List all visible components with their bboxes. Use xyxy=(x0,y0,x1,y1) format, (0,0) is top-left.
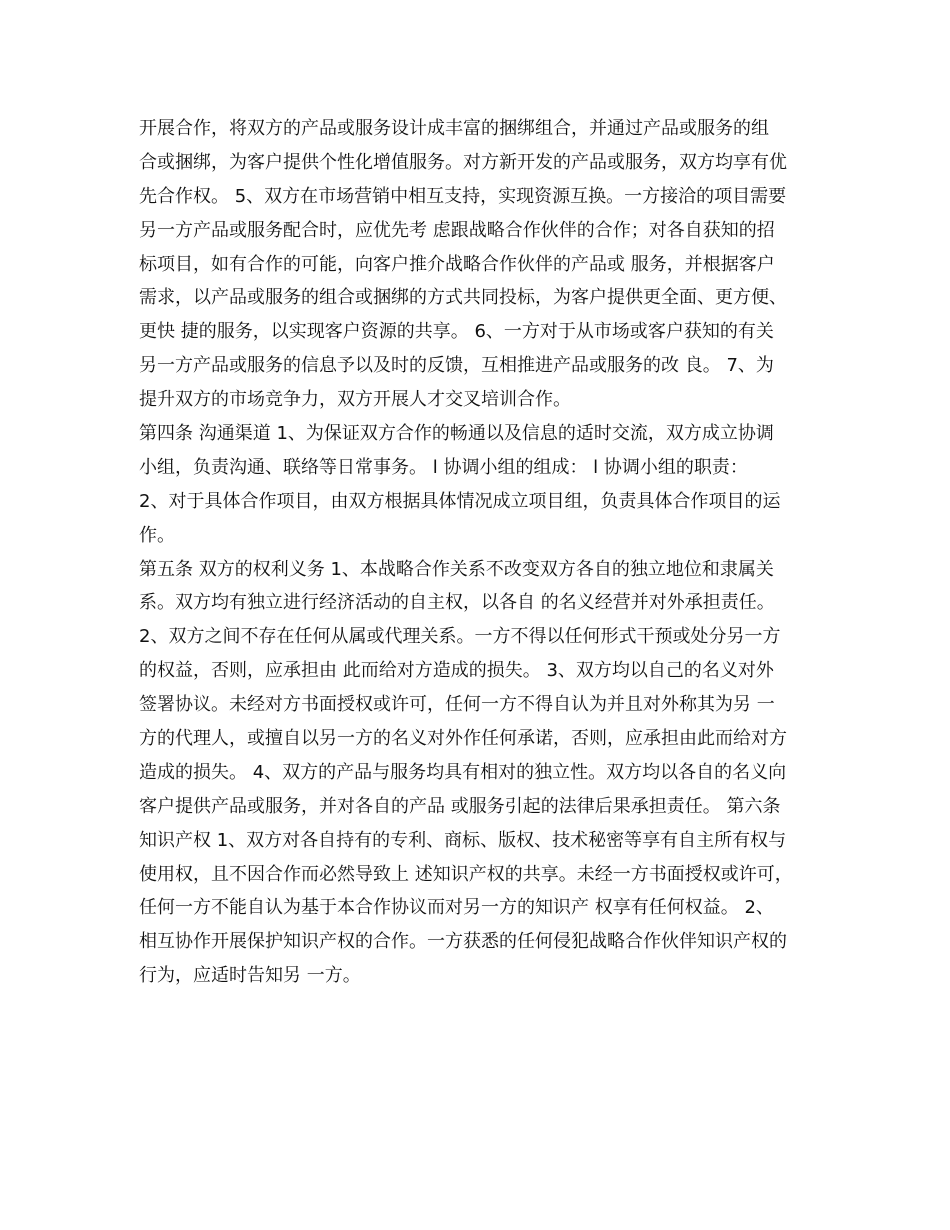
text-line: 知识产权 1、双方对各自持有的专利、商标、版权、技术秘密等享有自主所有权与 xyxy=(139,829,787,851)
text-line: 小组，负责沟通、联络等日常事务。 l 协调小组的组成： l 协调小组的职责： xyxy=(139,456,748,478)
text-line: 2、双方之间不存在任何从属或代理关系。一方不得以任何形式干预或处分另一方 xyxy=(139,626,781,648)
text-line: 需求，以产品或服务的组合或捆绑的方式共同投标，为客户提供更全面、更方便、 xyxy=(139,287,787,309)
text-line: 标项目，如有合作的可能，向客户推介战略合作伙伴的产品或 服务，并根据客户 xyxy=(139,253,775,275)
text-line: 更快 捷的服务，以实现客户资源的共享。 6、一方对于从市场或客户获知的有关 xyxy=(139,321,774,343)
document-body xyxy=(139,112,819,993)
text-line: 造成的损失。 4、双方的产品与服务均具有相对的独立性。双方均以各自的名义向 xyxy=(139,761,787,783)
text-line: 客户提供产品或服务，并对各自的产品 或服务引起的法律后果承担责任。 第六条 xyxy=(139,795,781,817)
text-line: 行为，应适时告知另 一方。 xyxy=(139,965,361,987)
text-line: 提升双方的市场竞争力，双方开展人才交叉培训合作。 xyxy=(139,389,571,411)
section-heading-line: 第四条 沟通渠道 1、为保证双方合作的畅通以及信息的适时交流，双方成立协调 xyxy=(139,423,774,445)
text-line: 合或捆绑，为客户提供个性化增值服务。对方新开发的产品或服务，双方均享有优 xyxy=(139,151,787,173)
text-line: 作。 xyxy=(139,524,175,546)
text-line: 使用权，且不因合作而必然导致上 述知识产权的共享。未经一方书面授权或许可， xyxy=(139,863,793,885)
text-line: 开展合作，将双方的产品或服务设计成丰富的捆绑组合，并通过产品或服务的组 xyxy=(139,118,769,139)
text-line: 任何一方不能自认为基于本合作协议而对另一方的知识产 权享有任何权益。 2、 xyxy=(139,897,774,919)
text-line: 的权益，否则，应承担由 此而给对方造成的损失。 3、双方均以自己的名义对外 xyxy=(139,660,774,682)
text-line: 另一方产品或服务的信息予以及时的反馈，互相推进产品或服务的改 良。 7、为 xyxy=(139,355,774,377)
text-line: 签署协议。未经对方书面授权或许可，任何一方不得自认为并且对外称其为另 一 xyxy=(139,694,775,716)
text-line: 系。双方均有独立进行经济活动的自主权，以各自 的名义经营并对外承担责任。 xyxy=(139,592,775,614)
text-line: 相互协作开展保护知识产权的合作。一方获悉的任何侵犯战略合作伙伴知识产权的 xyxy=(139,931,787,953)
text-line: 方的代理人，或擅自以另一方的名义对外作任何承诺，否则，应承担由此而给对方 xyxy=(139,728,787,750)
section-heading-line: 第五条 双方的权利义务 1、本战略合作关系不改变双方各自的独立地位和隶属关 xyxy=(139,558,774,580)
text-line: 另一方产品或服务配合时，应优先考 虑跟战略合作伙伴的合作；对各自获知的招 xyxy=(139,219,775,241)
text-line: 2、对于具体合作项目，由双方根据具体情况成立项目组，负责具体合作项目的运 xyxy=(139,490,781,512)
text-line: 先合作权。 5、双方在市场营销中相互支持，实现资源互换。一方接洽的项目需要 xyxy=(139,185,787,207)
